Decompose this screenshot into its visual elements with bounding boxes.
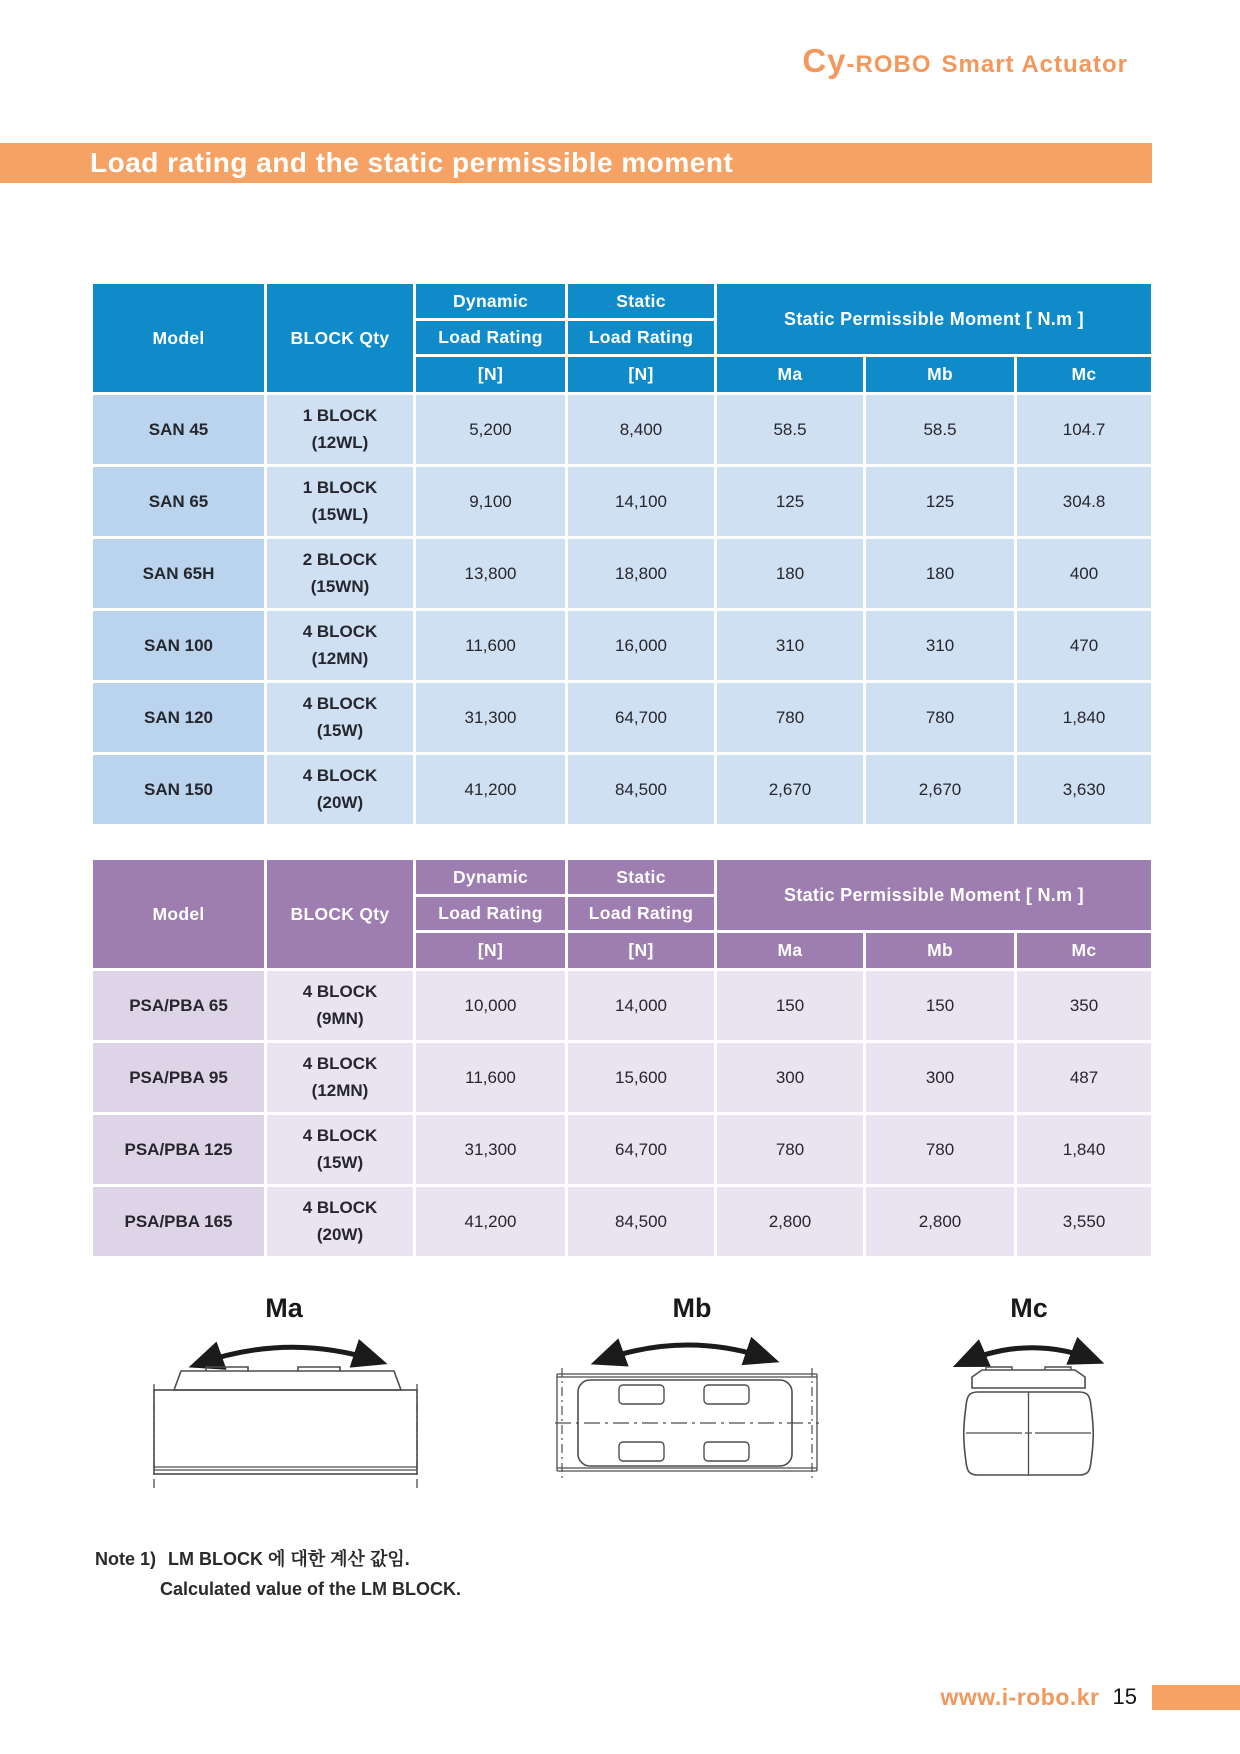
static-load-rating-cell: 14,000: [567, 970, 716, 1042]
table-row: [92, 394, 1153, 466]
brand-logo-robo: -ROBO: [846, 51, 932, 78]
moment-mb-cell: 2,670: [865, 754, 1016, 826]
block-qty-cell: [266, 394, 415, 466]
static-load-rating-cell: 64,700: [567, 682, 716, 754]
ma-moment-arrow: [198, 1347, 378, 1364]
static-load-rating-cell: 16,000: [567, 610, 716, 682]
header-dynamic: Dynamic: [415, 283, 567, 320]
moment-ma-cell: 300: [716, 1042, 865, 1114]
table-row: [92, 538, 1153, 610]
static-load-rating-cell: 84,500: [567, 1186, 716, 1258]
header-dynamic: Dynamic: [415, 859, 567, 896]
table-row: [92, 466, 1153, 538]
mb-bolt-hole: [704, 1385, 749, 1404]
moment-mc-cell: 104.7: [1016, 394, 1153, 466]
model-cell: PSA/PBA 95: [92, 1042, 266, 1114]
moment-ma-cell: 780: [716, 682, 865, 754]
note-prefix: Note 1): [95, 1549, 157, 1569]
header-block-qty: BLOCK Qty: [266, 283, 415, 394]
block-qty-line2: (15W): [316, 720, 364, 740]
block-qty-line2: (15WN): [310, 576, 370, 596]
block-qty-line2: (12MN): [311, 1080, 369, 1100]
table-row: [92, 754, 1153, 826]
ma-rail-base-lines: [154, 1467, 417, 1470]
model-cell: SAN 65H: [92, 538, 266, 610]
moment-mc-cell: 470: [1016, 610, 1153, 682]
header-mb: Mb: [865, 356, 1016, 394]
static-load-rating-cell: 18,800: [567, 538, 716, 610]
moment-mb-cell: 180: [865, 538, 1016, 610]
model-cell: PSA/PBA 125: [92, 1114, 266, 1186]
mb-top-view-drawing: [545, 1328, 865, 1498]
header-unit-n: [N]: [415, 932, 567, 970]
header-model: Model: [92, 283, 266, 394]
block-qty-line2: (15WL): [311, 504, 369, 524]
block-qty-line1: 1 BLOCK: [302, 406, 378, 426]
header-model: Model: [92, 859, 266, 970]
dynamic-load-rating-cell: 13,800: [415, 538, 567, 610]
moment-mb-cell: 780: [865, 1114, 1016, 1186]
header-mb: Mb: [865, 932, 1016, 970]
table-row: [92, 1186, 1153, 1258]
header-mc: Mc: [1016, 356, 1153, 394]
brand-logo-tagline: Smart Actuator: [941, 51, 1128, 78]
table-row: [92, 1114, 1153, 1186]
block-qty-cell: [266, 538, 415, 610]
moment-mb-cell: 125: [865, 466, 1016, 538]
moment-mc-cell: 304.8: [1016, 466, 1153, 538]
moment-mb-cell: 780: [865, 682, 1016, 754]
dynamic-load-rating-cell: 10,000: [415, 970, 567, 1042]
header-load-rating-static: Load Rating: [567, 896, 716, 932]
dynamic-load-rating-cell: 31,300: [415, 682, 567, 754]
block-qty-cell: [266, 1186, 415, 1258]
mc-moment-arrow: [962, 1348, 1095, 1363]
moment-ma-cell: 180: [716, 538, 865, 610]
moment-mb-cell: 58.5: [865, 394, 1016, 466]
header-unit-n: [N]: [415, 356, 567, 394]
header-static: Static: [567, 283, 716, 320]
header-load-rating-static: Load Rating: [567, 320, 716, 356]
table-row: [92, 1042, 1153, 1114]
moment-mc-cell: 350: [1016, 970, 1153, 1042]
static-load-rating-cell: 15,600: [567, 1042, 716, 1114]
footer-url: www.i-robo.kr: [940, 1683, 1100, 1710]
moment-mc-cell: 3,550: [1016, 1186, 1153, 1258]
block-qty-line2: (12MN): [311, 648, 369, 668]
moment-mc-cell: 1,840: [1016, 1114, 1153, 1186]
header-static-permissible-moment: Static Permissible Moment [ N.m ]: [716, 283, 1153, 356]
mb-bolt-hole: [619, 1442, 664, 1461]
mc-centerlines: [966, 1392, 1091, 1475]
static-load-rating-cell: 64,700: [567, 1114, 716, 1186]
mb-bolt-hole: [704, 1442, 749, 1461]
header-ma: Ma: [716, 356, 865, 394]
header-load-rating-dynamic: Load Rating: [415, 896, 567, 932]
moment-mb-label: Mb: [672, 1293, 712, 1323]
block-qty-line1: 4 BLOCK: [302, 982, 378, 1002]
moment-mc-cell: 1,840: [1016, 682, 1153, 754]
table-row: [92, 610, 1153, 682]
dynamic-load-rating-cell: 41,200: [415, 1186, 567, 1258]
mc-rail-cap: [972, 1370, 1085, 1388]
model-cell: SAN 100: [92, 610, 266, 682]
header-unit-n: [N]: [567, 356, 716, 394]
page-title-bar: [0, 143, 1152, 183]
moment-ma-cell: 150: [716, 970, 865, 1042]
dynamic-load-rating-cell: 9,100: [415, 466, 567, 538]
model-cell: PSA/PBA 165: [92, 1186, 266, 1258]
block-qty-cell: [266, 1114, 415, 1186]
static-load-rating-cell: 84,500: [567, 754, 716, 826]
block-qty-line1: 1 BLOCK: [302, 478, 378, 498]
mb-bolt-hole: [619, 1385, 664, 1404]
table-row: [92, 970, 1153, 1042]
header-static: Static: [567, 859, 716, 896]
moment-ma-label: Ma: [265, 1293, 303, 1323]
ma-rail-body: [154, 1390, 417, 1474]
header-mc: Mc: [1016, 932, 1153, 970]
block-qty-cell: [266, 970, 415, 1042]
dynamic-load-rating-cell: 31,300: [415, 1114, 567, 1186]
note-line-english: Calculated value of the LM BLOCK.: [160, 1579, 462, 1599]
dynamic-load-rating-cell: 11,600: [415, 610, 567, 682]
moment-ma-cell: 125: [716, 466, 865, 538]
note-line-korean: [95, 1544, 461, 1574]
moment-ma-cell: 780: [716, 1114, 865, 1186]
block-qty-line1: 4 BLOCK: [302, 766, 378, 786]
san-load-table: [90, 281, 1154, 827]
note-block: [95, 1544, 461, 1604]
ma-side-view-drawing: [140, 1328, 460, 1498]
moment-mb-cell: 310: [865, 610, 1016, 682]
block-qty-cell: [266, 610, 415, 682]
block-qty-line2: (9MN): [316, 1008, 364, 1028]
dynamic-load-rating-cell: 41,200: [415, 754, 567, 826]
model-cell: SAN 45: [92, 394, 266, 466]
moment-mb-cell: 2,800: [865, 1186, 1016, 1258]
block-qty-line1: 4 BLOCK: [302, 622, 378, 642]
mc-end-view-drawing: [890, 1328, 1210, 1498]
moment-ma-diagram: [140, 1292, 460, 1498]
moment-mc-cell: 400: [1016, 538, 1153, 610]
moment-ma-cell: 2,670: [716, 754, 865, 826]
moment-mc-diagram: [890, 1292, 1210, 1498]
block-qty-cell: [266, 754, 415, 826]
moment-ma-cell: 2,800: [716, 1186, 865, 1258]
moment-ma-cell: 58.5: [716, 394, 865, 466]
brand-logo: [802, 42, 1128, 80]
block-qty-line2: (20W): [316, 1224, 364, 1244]
brand-logo-cy: Cy: [802, 42, 847, 79]
dynamic-load-rating-cell: 5,200: [415, 394, 567, 466]
moment-mb-cell: 300: [865, 1042, 1016, 1114]
header-load-rating-dynamic: Load Rating: [415, 320, 567, 356]
page-title: Load rating and the static permissible moment: [90, 147, 734, 178]
dynamic-load-rating-cell: 11,600: [415, 1042, 567, 1114]
moment-ma-cell: 310: [716, 610, 865, 682]
moment-mb-cell: 150: [865, 970, 1016, 1042]
block-qty-line1: 2 BLOCK: [302, 550, 378, 570]
table-row: [92, 682, 1153, 754]
note-korean-text: LM BLOCK 에 대한 계산 값임.: [168, 1549, 410, 1569]
block-qty-cell: [266, 466, 415, 538]
moment-mb-diagram: [545, 1292, 865, 1498]
mb-moment-arrow: [600, 1345, 770, 1361]
moment-mc-cell: 487: [1016, 1042, 1153, 1114]
header-static-permissible-moment: Static Permissible Moment [ N.m ]: [716, 859, 1153, 932]
moment-mc-cell: 3,630: [1016, 754, 1153, 826]
ma-slider-block: [174, 1371, 401, 1390]
header-ma: Ma: [716, 932, 865, 970]
block-qty-line2: (15W): [316, 1152, 364, 1172]
block-qty-cell: [266, 682, 415, 754]
model-cell: PSA/PBA 65: [92, 970, 266, 1042]
model-cell: SAN 120: [92, 682, 266, 754]
block-qty-line1: 4 BLOCK: [302, 1054, 378, 1074]
model-cell: SAN 65: [92, 466, 266, 538]
footer-accent-bar: [1152, 1685, 1240, 1710]
moment-mc-label: Mc: [1010, 1293, 1048, 1323]
page-footer: [941, 1682, 1240, 1712]
block-qty-cell: [266, 1042, 415, 1114]
static-load-rating-cell: 8,400: [567, 394, 716, 466]
header-block-qty: BLOCK Qty: [266, 859, 415, 970]
block-qty-line1: 4 BLOCK: [302, 1198, 378, 1218]
block-qty-line1: 4 BLOCK: [302, 694, 378, 714]
header-unit-n: [N]: [567, 932, 716, 970]
block-qty-line2: (12WL): [311, 432, 369, 452]
model-cell: SAN 150: [92, 754, 266, 826]
block-qty-line1: 4 BLOCK: [302, 1126, 378, 1146]
psa-pba-load-table: [90, 857, 1154, 1259]
page-number: 15: [1112, 1684, 1137, 1709]
block-qty-line2: (20W): [316, 792, 364, 812]
static-load-rating-cell: 14,100: [567, 466, 716, 538]
